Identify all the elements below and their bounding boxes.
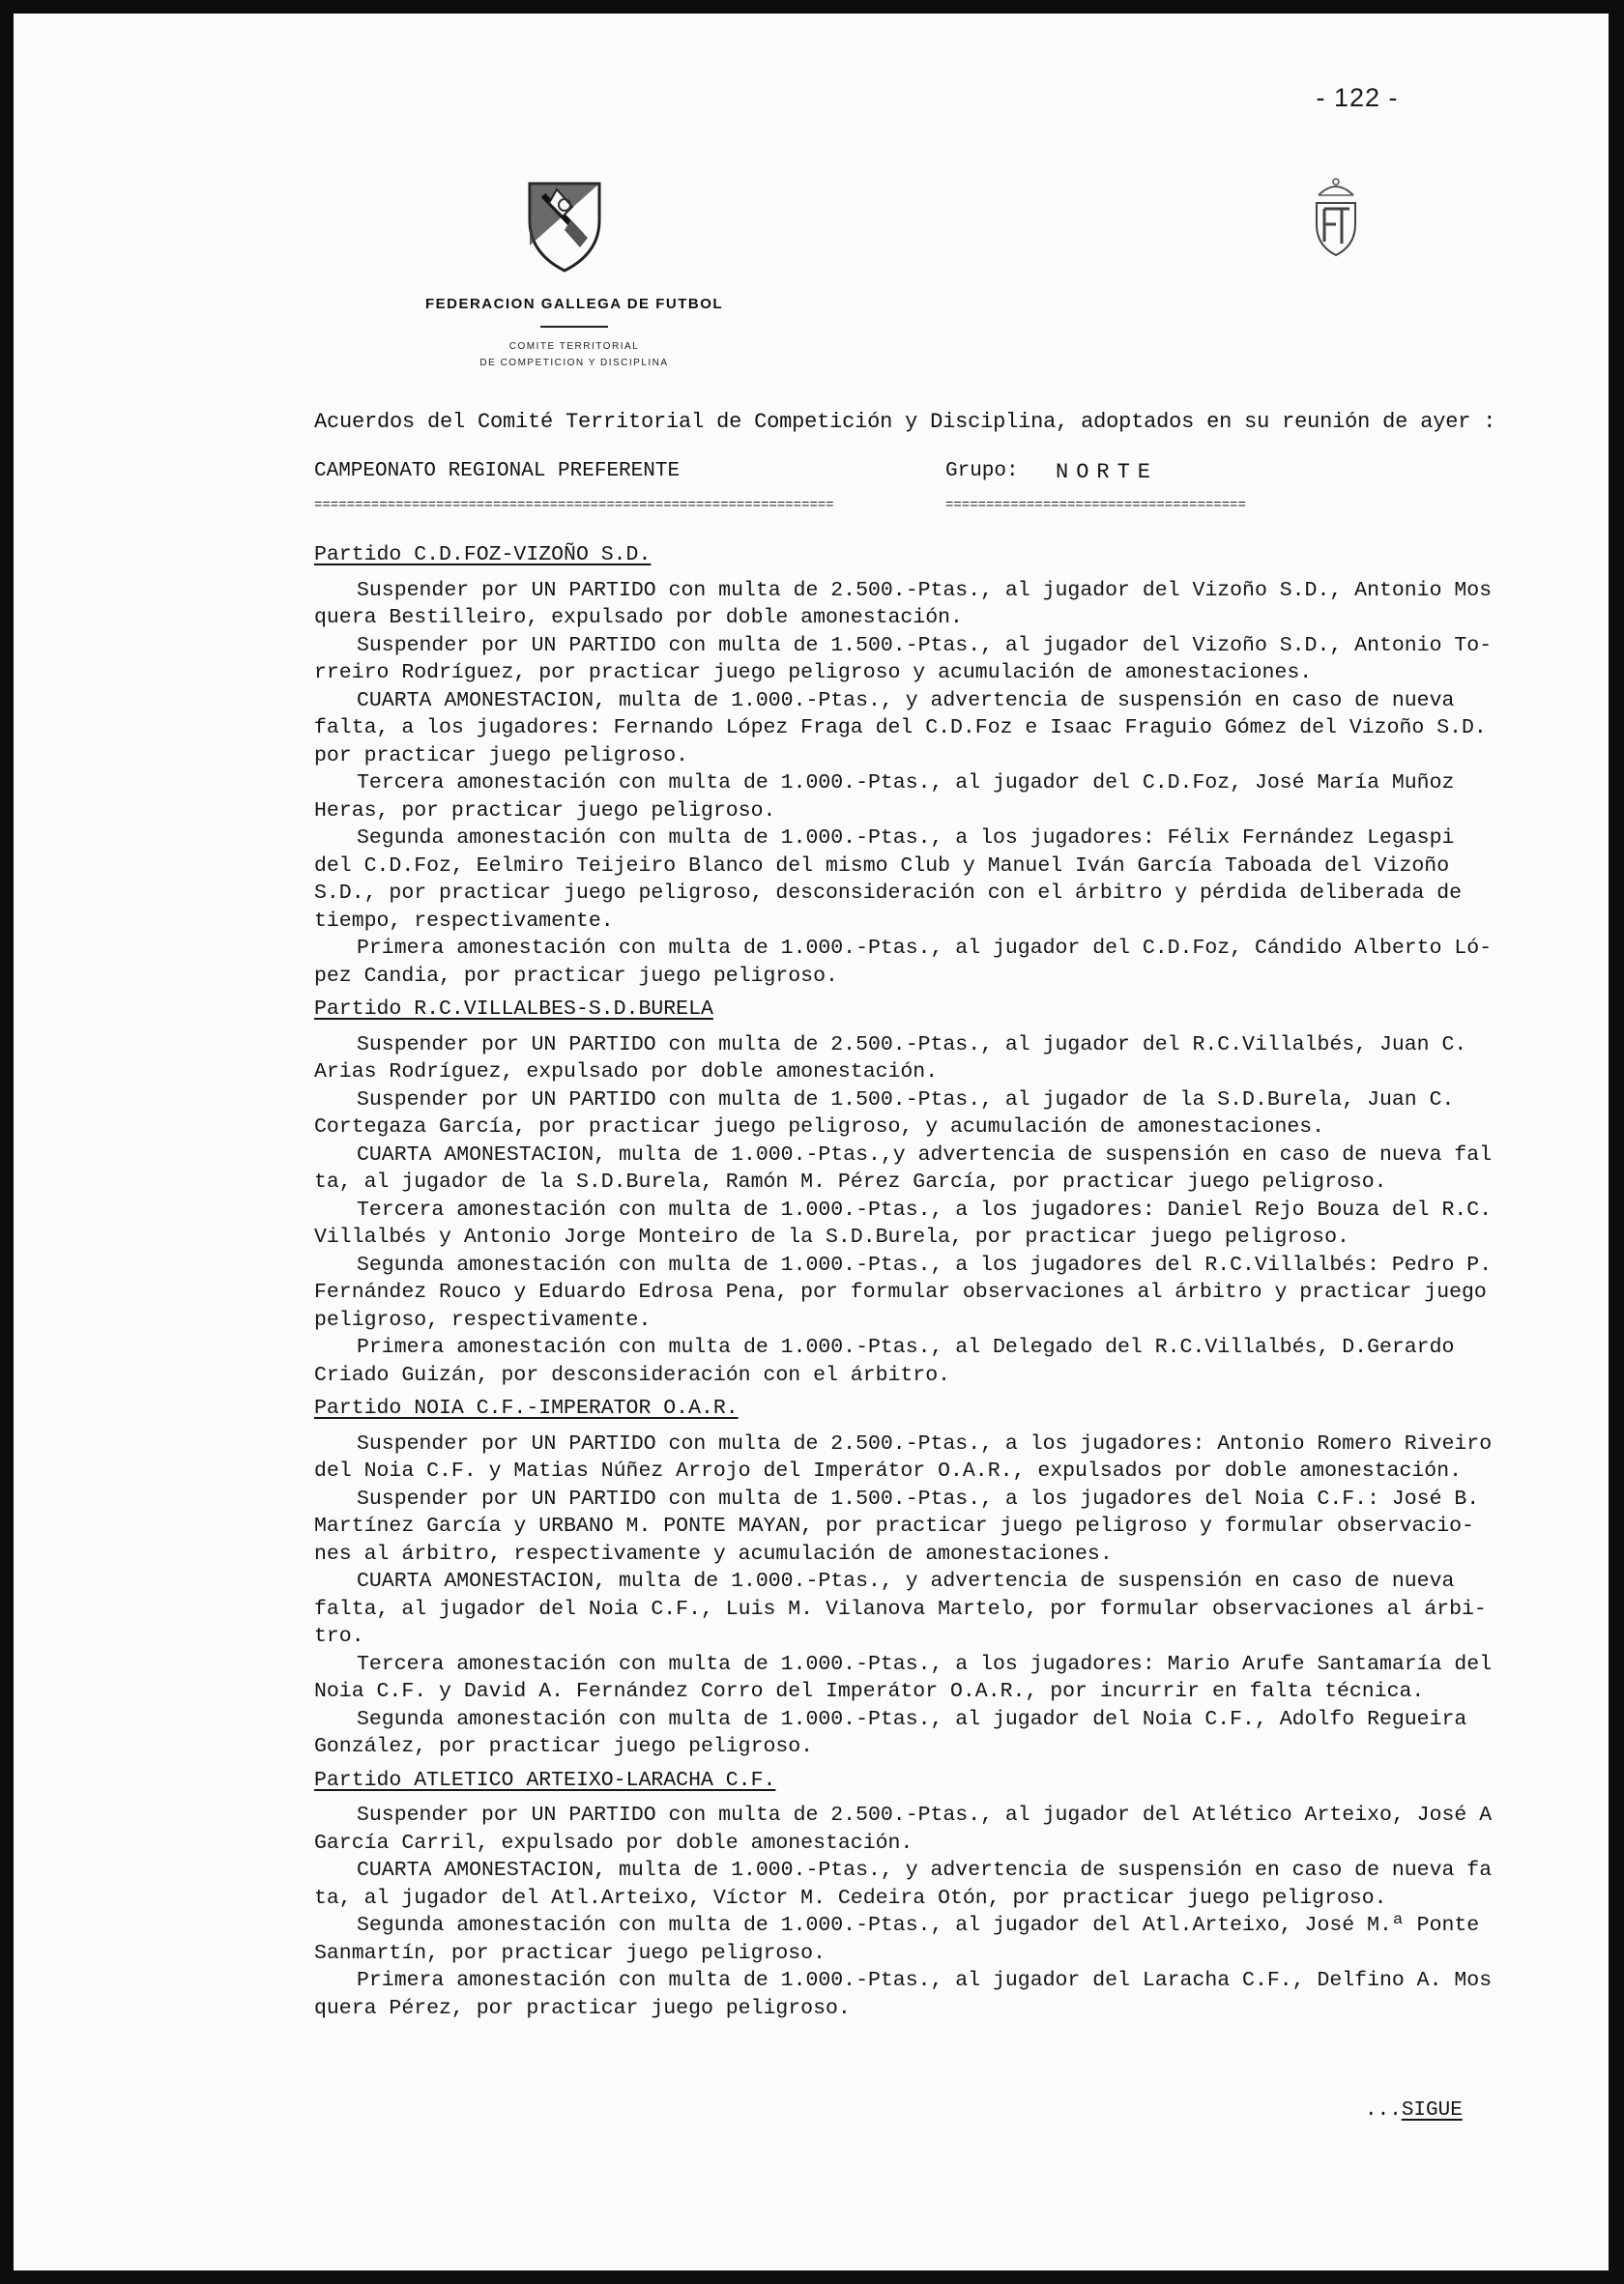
royal-crest-logo (1307, 174, 1365, 266)
resolution-line: Segunda amonestación con multa de 1.000.-Ptas., al jugador del Atl.Arteixo, José M.ª Ponte (357, 1914, 1480, 1937)
resolutions-body (314, 535, 1610, 2022)
match-title: Partido NOIA C.F.-IMPERATOR O.A.R. (314, 1397, 739, 1420)
page-number: - 122 - (1316, 83, 1399, 112)
resolution-line: Suspender por UN PARTIDO con multa de 2.500.-Ptas., a los jugadores: Antonio Romero Riveiro (357, 1431, 1493, 1456)
resolution-line: Sanmartín, por practicar juego peligroso. (314, 1941, 826, 1965)
match-section (314, 990, 1610, 1389)
match-section (314, 1761, 1610, 2023)
match-title: Partido C.D.FOZ-VIZOÑO S.D. (314, 543, 652, 566)
committee-line-1: COMITE TERRITORIAL (508, 341, 640, 352)
resolution-line: por practicar juego peligroso. (314, 743, 689, 767)
resolution-line: Suspender por UN PARTIDO con multa de 1.500.-Ptas., al jugador de la S.D.Burela, Juan C. (357, 1087, 1455, 1112)
document-heading: Acuerdos del Comité Territorial de Competición y Disciplina, adoptados en su reunión de ayer : (314, 410, 1496, 434)
resolution-line: S.D., por practicar juego peligroso, desconsideración con el árbitro y pérdida deliberada de (314, 882, 1462, 905)
resolution-line: Segunda amonestación con multa de 1.000.-Ptas., a los jugadores: Félix Fernández Legaspi (357, 826, 1455, 850)
resolution-line: Suspender por UN PARTIDO con multa de 1.500.-Ptas., al jugador del Vizoño S.D., Antonio To- (357, 633, 1493, 657)
resolution-line: ta, al jugador de la S.D.Burela, Ramón M. Pérez García, por practicar juego peligroso. (314, 1171, 1387, 1194)
match-title: Partido ATLETICO ARTEIXO-LARACHA C.F. (314, 1768, 776, 1792)
resolution-line: Tercera amonestación con multa de 1.000.-Ptas., a los jugadores: Mario Arufe Santamaría del (357, 1652, 1493, 1676)
federation-rule-divider (540, 326, 608, 328)
championship-double-rule: ================================================================ (314, 498, 834, 513)
match-section (314, 1389, 1610, 1761)
resolution-line: Tercera amonestación con multa de 1.000.-Ptas., al jugador del C.D.Foz, José María Muñoz (357, 771, 1455, 795)
resolution-line: Heras, por practicar juego peligroso. (314, 798, 776, 823)
resolution-line: Fernández Rouco y Eduardo Edrosa Pena, por formular observaciones al árbitro y practicar juego (314, 1281, 1487, 1304)
committee-name (381, 338, 768, 371)
match-title: Partido R.C.VILLALBES-S.D.BURELA (314, 997, 713, 1021)
federation-name: FEDERACION GALLEGA DE FUTBOL (424, 296, 724, 312)
resolution-line: Primera amonestación con multa de 1.000.-Ptas., al jugador del C.D.Foz, Cándido Alberto Ló- (357, 937, 1493, 960)
continues-prefix: ... (1365, 2099, 1402, 2122)
resolution-line: peligroso, respectivamente. (314, 1308, 652, 1332)
document-page (14, 14, 1609, 2270)
committee-line-2: DE COMPETICION Y DISCIPLINA (479, 358, 669, 368)
resolution-line: quera Bestilleiro, expulsado por doble amonestación. (314, 606, 963, 629)
resolution-line: Segunda amonestación con multa de 1.000.-Ptas., a los jugadores del R.C.Villalbés: Pedro P. (357, 1253, 1493, 1277)
resolution-line: pez Candia, por practicar juego peligroso. (314, 964, 838, 988)
resolution-line: CUARTA AMONESTACION, multa de 1.000.-Ptas., y advertencia de suspensión en caso de nueva fa (357, 1859, 1493, 1882)
resolution-line: Primera amonestación con multa de 1.000.-Ptas., al jugador del Laracha C.F., Delfino A. Mos (357, 1969, 1493, 1992)
continues-label: SIGUE (1401, 2099, 1463, 2122)
resolution-line: Suspender por UN PARTIDO con multa de 2.500.-Ptas., al jugador del R.C.Villalbés, Juan C. (357, 1032, 1467, 1056)
group-double-rule: ===================================== (945, 498, 1246, 513)
resolution-line: ta, al jugador del Atl.Arteixo, Víctor M. Cedeira Otón, por practicar juego peligroso. (314, 1886, 1387, 1910)
resolution-line: Suspender por UN PARTIDO con multa de 2.500.-Ptas., al jugador del Atlético Arteixo, José A (357, 1804, 1493, 1827)
group-value: NORTE (1056, 460, 1159, 484)
resolution-line: tro. (314, 1625, 364, 1648)
resolution-line: Tercera amonestación con multa de 1.000.-Ptas., a los jugadores: Daniel Rejo Bouza del R.C. (357, 1198, 1493, 1222)
resolution-line: nes al árbitro, respectivamente y acumulación de amonestaciones. (314, 1542, 1113, 1566)
resolution-line: del Noia C.F. y Matias Núñez Arrojo del Imperátor O.A.R., expulsados por doble amonestación. (314, 1460, 1462, 1483)
resolution-line: García Carril, expulsado por doble amonestación. (314, 1831, 914, 1855)
resolution-line: falta, al jugador del Noia C.F., Luis M. Vilanova Martelo, por formular observaciones al árbi- (314, 1597, 1487, 1621)
match-section (314, 535, 1610, 990)
resolution-line: Criado Guizán, por desconsideración con el árbitro. (314, 1363, 951, 1387)
federation-crest-logo (524, 178, 605, 279)
resolution-line: Martínez García y URBANO M. PONTE MAYAN, por practicar juego peligroso y formular observacio- (314, 1515, 1474, 1538)
resolution-line: del C.D.Foz, Eelmiro Teijeiro Blanco del mismo Club y Manuel Iván García Taboada del Vizoño (314, 853, 1450, 878)
resolution-line: falta, a los jugadores: Fernando López Fraga del C.D.Foz e Isaac Fraguio Gómez del Vizoño S.D. (314, 716, 1487, 739)
continues-marker (1365, 2099, 1463, 2122)
resolution-line: Villalbés y Antonio Jorge Monteiro de la S.D.Burela, por practicar juego peligroso. (314, 1226, 1349, 1249)
resolution-line: CUARTA AMONESTACION, multa de 1.000.-Ptas., y advertencia de suspensión en caso de nueva (357, 1570, 1455, 1593)
resolution-line: Noia C.F. y David A. Fernández Corro del Imperátor O.A.R., por incurrir en falta técnica. (314, 1680, 1425, 1703)
championship-title: CAMPEONATO REGIONAL PREFERENTE (314, 460, 681, 482)
resolution-line: Cortegaza García, por practicar juego peligroso, y acumulación de amonestaciones. (314, 1115, 1325, 1139)
resolution-line: CUARTA AMONESTACION, multa de 1.000.-Ptas.,y advertencia de suspensión en caso de nueva fal (357, 1142, 1493, 1167)
resolution-line: rreiro Rodríguez, por practicar juego peligroso y acumulación de amonestaciones. (314, 661, 1313, 684)
resolution-line: Primera amonestación con multa de 1.000.-Ptas., al Delegado del R.C.Villalbés, D.Gerardo (357, 1336, 1455, 1359)
resolution-line: Arias Rodríguez, expulsado por doble amonestación. (314, 1060, 939, 1084)
resolution-line: Suspender por UN PARTIDO con multa de 1.500.-Ptas., a los jugadores del Noia C.F.: José B. (357, 1487, 1480, 1511)
resolution-line: Suspender por UN PARTIDO con multa de 2.500.-Ptas., al jugador del Vizoño S.D., Antonio Mos (357, 578, 1493, 602)
resolution-line: Segunda amonestación con multa de 1.000.-Ptas., al jugador del Noia C.F., Adolfo Regueira (357, 1707, 1467, 1731)
resolution-line: CUARTA AMONESTACION, multa de 1.000.-Ptas., y advertencia de suspensión en caso de nueva (357, 688, 1455, 712)
resolution-line: González, por practicar juego peligroso. (314, 1735, 814, 1758)
resolution-line: quera Pérez, por practicar juego peligroso. (314, 1996, 851, 2020)
resolution-line: tiempo, respectivamente. (314, 909, 614, 933)
group-label: Grupo: (945, 460, 1019, 482)
